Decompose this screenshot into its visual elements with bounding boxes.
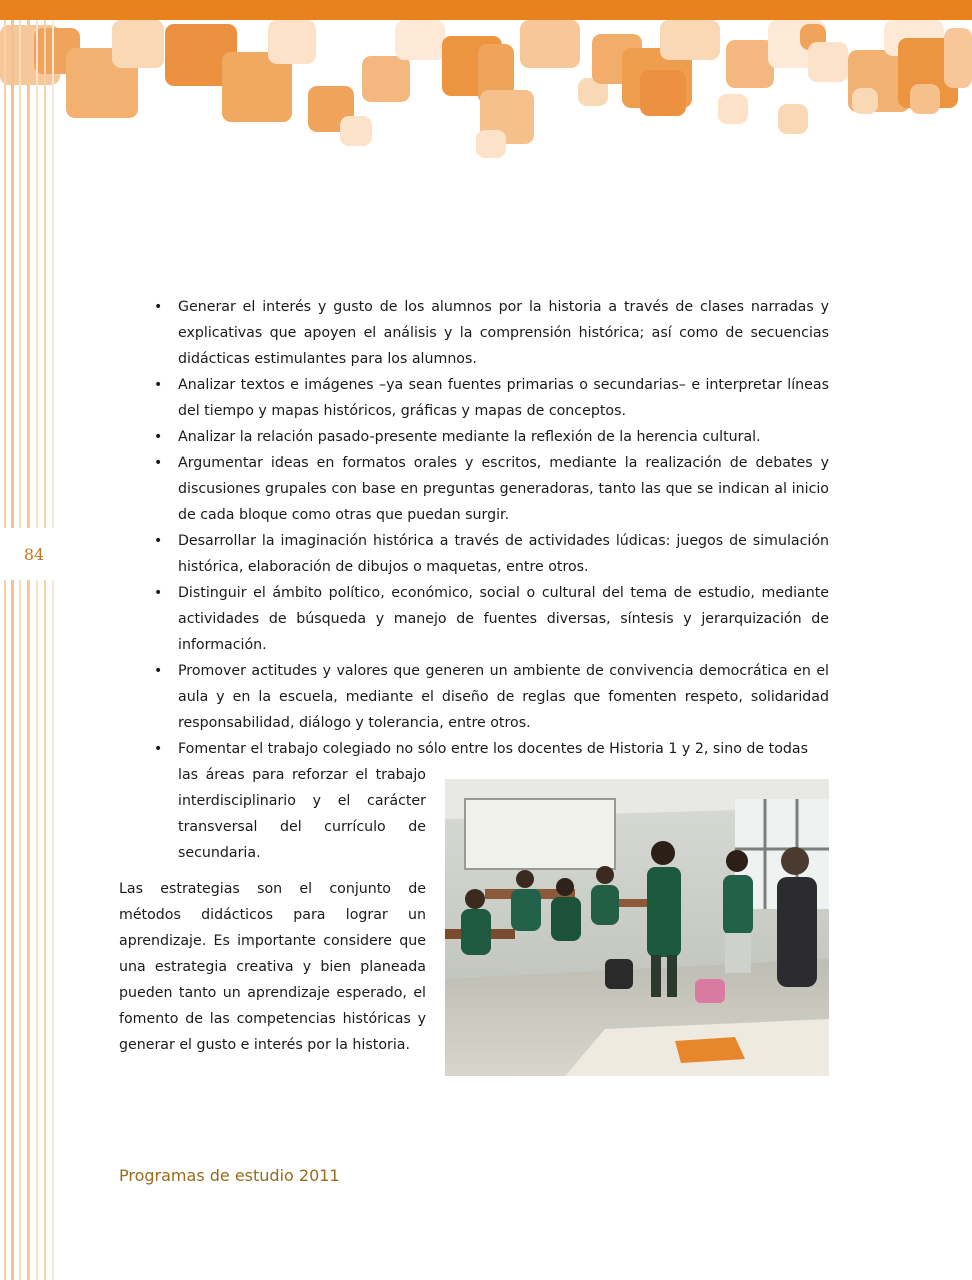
list-item: • Generar el interés y gusto de los alumnos por la historia a través de clases narradas y explicativas que apoyen el análisis y la comprensión histórica; así como de secuencias didácticas estimulantes para los alumnos. (152, 294, 829, 372)
left-stripes (0, 20, 60, 1280)
decorative-banner (0, 20, 972, 165)
list-item-continuation: las áreas para reforzar el trabajo interdisciplinario y el carácter transversal del currículo de secundaria. (178, 767, 426, 861)
top-orange-bar (0, 0, 972, 20)
classroom-photo (445, 779, 829, 1076)
list-item: • Distinguir el ámbito político, económico, social o cultural del tema de estudio, mediante actividades de búsqueda y manejo de fuentes diversas, síntesis y jerarquización de información. (152, 580, 829, 658)
list-item-first-line: • Fomentar el trabajo colegiado no sólo entre los docentes de Historia 1 y 2, sino de todas (178, 741, 808, 757)
list-item: • Argumentar ideas en formatos orales y escritos, mediante la realización de debates y discusiones grupales con base en preguntas generadoras, tanto las que se indican al inicio de cada bloque como otras que puedan surgir. (152, 450, 829, 528)
list-item: • Promover actitudes y valores que generen un ambiente de convivencia democrática en el aula y en la escuela, mediante el diseño de reglas que fomenten respeto, solidaridad responsabilidad, diálogo y tolerancia, entre otros. (152, 658, 829, 736)
page-number: 84 (0, 528, 68, 580)
list-item: • Analizar textos e imágenes –ya sean fuentes primarias o secundarias– e interpretar líneas del tiempo y mapas históricos, gráficas y mapas de conceptos. (152, 372, 829, 424)
list-item: • Analizar la relación pasado-presente mediante la reflexión de la herencia cultural. (152, 424, 829, 450)
footer-title: Programas de estudio 2011 (119, 1166, 340, 1185)
strategies-paragraph: Las estrategias son el conjunto de métodos didácticos para lograr un aprendizaje. Es importante considere que una estrategia creativa y bien planeada pueden tanto un aprendizaje esperado, el fomento de las competencias históricas y generar el gusto e interés por la historia. (119, 881, 426, 1053)
list-item: • Desarrollar la imaginación histórica a través de actividades lúdicas: juegos de simulación histórica, elaboración de dibujos o maquetas, entre otros. (152, 528, 829, 580)
